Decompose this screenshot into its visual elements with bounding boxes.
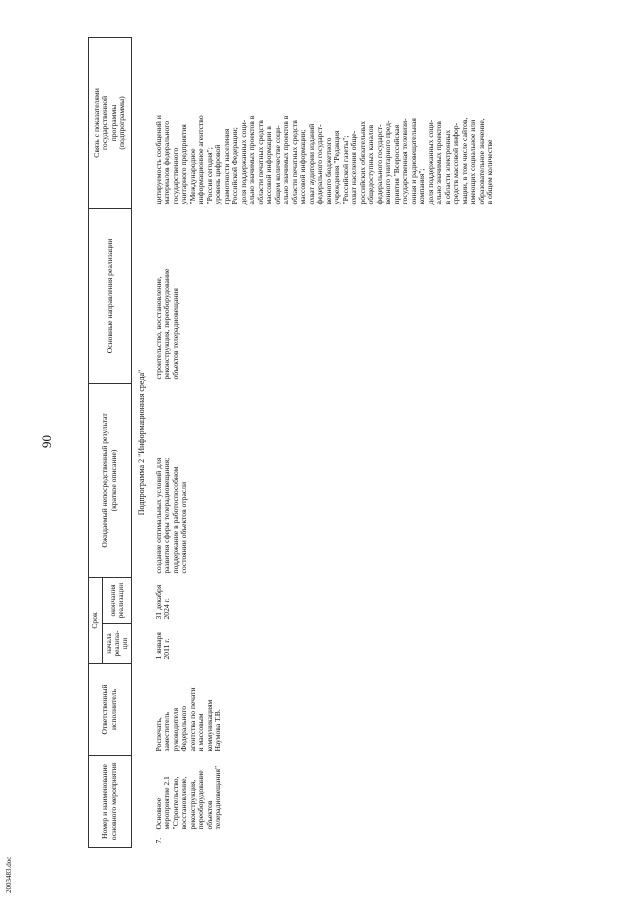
header-activity: Номер и наименование основного мероприятия [89, 756, 132, 848]
cell-activity [151, 756, 499, 848]
header-executor: Ответственный исполнитель [89, 664, 132, 756]
cell-directions: строительство, восстановление, реконструкция, переоборудование объектов телерадиовещания [153, 268, 180, 380]
header-directions: Основные направления реализации [89, 208, 132, 383]
subprogram-title: Подпрограмма 2 "Информационная среда" [136, 369, 146, 516]
activity-name: Основное мероприятие 2.1 "Строительство, восстановление, реконструкция, переоборудование объектов телерадиовещания" [153, 765, 223, 830]
cell-start: 1 января 2011 г. [153, 632, 172, 660]
cell-link: цитируемость сообщений и материалов федерального государственного унитарного предприятия "Международное информационное агентство "Россия сегодня"; уровень цифровой грамотности населения Российской Федерации; доля поддержанных соци- ально значимых проектов в области печатных средств массовой информации в общем количестве соци- ально значимых проектов в области печатных средств массовой информации; охват аудитории изданий федерального государст- венного бюджетного учреждения "Редакция "Российской газеты"; охват населения обще- российских обязательных общедоступных каналов федерального государст- венного унитарного пред- приятия "Всероссийская государственная телевизи- онная и радиовещательная компания"; доля поддержанных соци- ально значимых проектов в области электронных средств массовой инфор- мации, в том числе сайтов, имеющих социальное или образовательное значение, в общем количестве [153, 115, 495, 205]
header-term: Срок [89, 577, 103, 663]
row-number: 7. [153, 837, 163, 844]
cell-result: создание оптимальных условий для развития сферы телерадиовещания; поддержание в работоспособном состоянии объектов отрасли [153, 457, 189, 574]
measures-table [88, 37, 499, 848]
cell-executor: Роспечать, заместитель руководителя Федерального агентства по печати и массовым коммуникациям Наумова Т.В. [153, 687, 223, 752]
header-term-end: окончания реализации [102, 577, 131, 623]
page-number: 90 [39, 435, 54, 448]
table-row [151, 37, 499, 847]
table-header-row [89, 37, 103, 847]
cell-end: 31 декабря 2024 г. [153, 584, 172, 620]
header-result: Ожидаемый непосредственный результат (краткое описание) [89, 383, 132, 577]
header-term-start: начала реализа- ции [102, 624, 131, 664]
header-link: Связь с показателями государственной программы (подпрограммы) [89, 37, 132, 208]
document-footer-code: 2003483.doc [5, 856, 13, 893]
subprogram-row [131, 37, 150, 847]
rotated-table-container [88, 38, 638, 848]
